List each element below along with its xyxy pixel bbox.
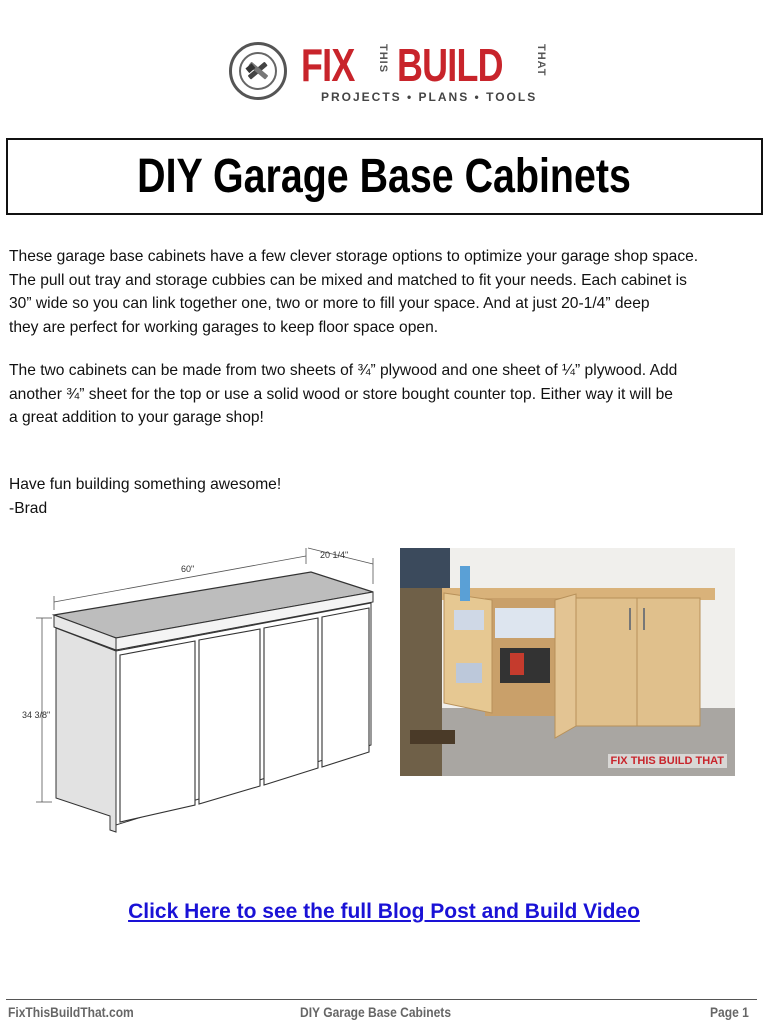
- logo-build-text: BUILD: [397, 39, 503, 91]
- logo-tagline: PROJECTS • PLANS • TOOLS: [321, 90, 538, 104]
- depth-dimension-label: 20 1/4": [320, 550, 349, 560]
- intro-paragraph: These garage base cabinets have a few clever storage options to optimize your garage shop space. The pull out tray and storage cubbies can be mixed and matched to fit your needs. Each cabinet is 30” wide so you can link together one, two or more to fill your space. And at just 20-1/4” deep they are perfect for working garages to keep floor space open.: [9, 248, 699, 336]
- hammer-wrench-badge-icon: [229, 42, 287, 100]
- closing-signoff: Have fun building something awesome! -Brad: [9, 476, 282, 517]
- page-title: DIY Garage Base Cabinets: [137, 150, 632, 203]
- blog-post-link[interactable]: Click Here to see the full Blog Post and Build Video: [128, 900, 640, 923]
- logo-fix-text: FIX: [301, 39, 355, 91]
- footer-divider: [6, 999, 757, 1000]
- footer-site: FixThisBuildThat.com: [8, 1004, 134, 1020]
- materials-paragraph: The two cabinets can be made from two sheets of ¾” plywood and one sheet of ¼” plywood. Add another ¾” sheet for the top or use a solid wood or store bought counter top. Either way it will be a great addition to your garage shop!: [9, 362, 678, 426]
- logo-this-text: THIS: [377, 44, 389, 74]
- photo-watermark: FIX THIS BUILD THAT: [608, 754, 727, 768]
- title-box: [6, 138, 763, 215]
- cabinet-photo: [400, 548, 735, 776]
- height-dimension-label: 34 3/8": [22, 710, 51, 720]
- footer-doc-title: DIY Garage Base Cabinets: [300, 1004, 452, 1020]
- width-dimension-label: 60": [181, 564, 195, 574]
- cabinet-drawing: [16, 540, 386, 840]
- brand-logo: [229, 38, 549, 110]
- footer-page-number: Page 1: [710, 1004, 749, 1020]
- logo-that-text: THAT: [535, 44, 547, 77]
- blog-link-container: [0, 900, 768, 924]
